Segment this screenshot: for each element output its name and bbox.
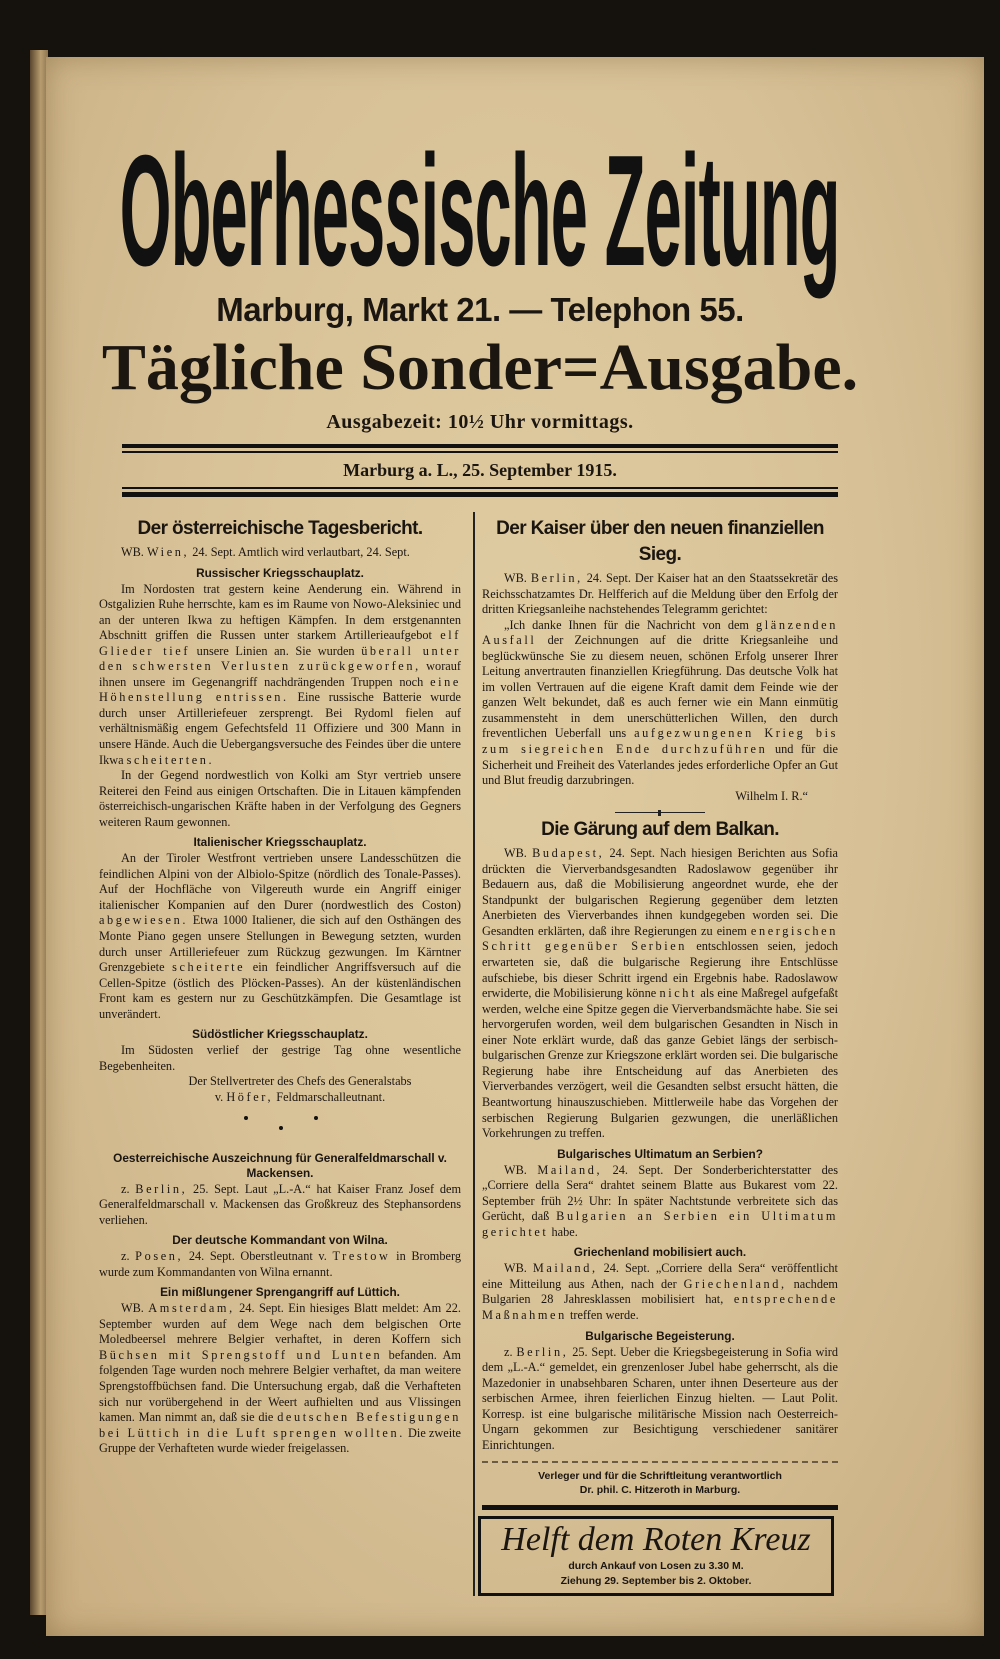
article-headline: Der Kaiser über den neuen finanziellen Sieg. [496, 518, 824, 565]
text-run: in Bromberg wurde zum Kommandanten von Wilna ernannt. [99, 1249, 461, 1279]
newspaper-title [80, 123, 880, 299]
spaced-emphasis: Griechenland, [683, 1276, 787, 1291]
article-paragraph [99, 545, 461, 561]
article-subheading: Russischer Kriegsschauplatz. [196, 565, 364, 580]
advert-line: Ziehung 29. September bis 2. Oktober. [560, 1575, 752, 1588]
article-subheading: Griechenland mobilisiert auch. [573, 1245, 747, 1260]
text-run: An der Tiroler Westfront vertrieben unsere Landesschützen die feindlichen Alpini von der Albiolo-Spitze (nördlich des Tonale-Passes). Auf der Hochfläche von Vilgereuth wurde ein Angriff einiger italienischer Kompanien auf den Durer (nordwestlich des Coston) [99, 851, 461, 912]
article-subheading: Bulgarisches Ultimatum an Serbien? [557, 1146, 763, 1161]
text-run: nachdem Bulgarien 28 Jahresklassen mobilisiert hat, [482, 1276, 838, 1307]
text-run: 24. Sept. „Corriere della Sera“ veröffentlicht eine Mitteilung aus Athen, nach der [482, 1261, 838, 1291]
text-run: Im Nordosten trat gestern keine Aenderung ein. Während in Ostgalizien Ruhe herrschte, kam es im Raume von Nowo-Aleksiniec und an der unteren Ikwa zu heftigen Kämpfen. In dem erstgenannten Abschnitt griffen die Russen unter starkem Artillerieaufgebot [99, 581, 461, 643]
text-run: 25. Sept. Laut „L.-A.“ hat Kaiser Franz Josef dem Generalfeldmarschall v. Mackensen das Großkreuz des Stephansordens verliehen. [99, 1181, 462, 1227]
text-run: „Ich danke Ihnen für die Nachricht von dem [504, 617, 756, 632]
text-run: 25. Sept. Ueber die Kriegsbegeisterung in Sofia wird dem „L.-A.“ gemeldet, ein grenzenloser Jubel habe geherrscht, als die Mazedonier in unabsehbaren Scharen, unter ihnen Deserteure aus der serbischen Armee, ihren feierlichen Einzug hielten. — Laut Polit. Korresp. ist eine bulgarische militärische Mission nach Oesterreich-Ungarn gekommen zur Besichtigung verschiedener sanitärer Einrichtungen. [482, 1344, 838, 1452]
spaced-emphasis: aufgezwungenen Krieg bis zum siegreichen Ende durchzuführen [482, 726, 838, 757]
signature-line [99, 1074, 461, 1090]
text-run: und für die Sicherheit und Freiheit des Vaterlandes jedes erforderliche Opfer an Gut und Blut freudig darzubringen. [482, 742, 838, 788]
text-run: entschlossen seien, jedoch erwarteten sie, daß die bulgarische Regierung ihre Entschlüsse aufschiebe, bis dieser Schritt irgend ein Ergebnis habe. Radoslawow erwiderte, die Mobilisierung könne [482, 939, 838, 1001]
right-column [482, 512, 838, 1596]
section-divider [615, 812, 705, 813]
text-run: 24. Sept. Der Kaiser hat an den Staatssekretär des Reichsschatzamtes Dr. Helfferich auf die Meldung über den Erfolg der dritten Kriegsanleihe nachstehendes Telegramm gerichtet: [482, 571, 838, 617]
text-run: 24. Sept. Der Sonderberichterstatter des „Corriere della Sera“ drahtet seinem Blatte aus Bukarest vom 22. September früh 2½ Uhr: In später Nachtstunde verbreitete sich das Gerücht, daß [482, 1162, 838, 1224]
article-paragraph [482, 618, 838, 789]
article-subheading: Oesterreichische Auszeichnung für Generalfeldmarschall v. Mackensen. [113, 1150, 447, 1180]
article-paragraph [99, 768, 461, 830]
text-run: 24. Sept. Nach hiesigen Berichten aus Sofia drückten die Vierverbandsgesandten Radoslawow gegenüber ihr Bedauern aus, daß die Mobilisierung angeordnet wurde, ehe der Standpunkt der bulgarischen Regierung gegenüber dem letzten Anerbieten des Vierverbandes ihnen kundgegeben worden sei. Die Gesandten erklärten, daß ihre Regierungen zu einem [482, 846, 838, 938]
publisher-imprint [482, 1461, 838, 1497]
masthead-title: Oberhessische Zeitung [120, 123, 841, 299]
divider-rule [122, 492, 838, 497]
masthead-address: Marburg, Markt 21. — Telephon 55. [216, 291, 744, 328]
article-paragraph [99, 851, 461, 1022]
article-headline: Die Gärung auf dem Balkan. [541, 819, 779, 841]
divider-rule [122, 487, 838, 489]
text-run: Wilhelm I. R.“ [735, 788, 808, 803]
column-divider [473, 512, 475, 1596]
spaced-emphasis: Berlin, [135, 1181, 188, 1196]
article-paragraph [99, 1182, 461, 1229]
text-run: als eine Maßregel aufgefaßt werden, welche eine Spitze gegen die Vierverbandsmächte habe. Sie sei hervorgerufen worden, weil dem bulgarischen Gesandten in Nisch in einer Note erklärt wurde, daß das ganze Gebiet längs der serbisch-bulgarischen Grenze zur Kriegszone erklärt worden sei. Die bulgarische Regierung habe ihre Entscheidung auf das Anerbieten des Vierverbandes verzögert, weil die Gesandten selbst ersucht hätten, die Beantwortung hinauszuschieben. Mittlerweile habe das Vorgehen der serbischen Regierung Bulgarien gezwungen, die unerläßlichen Vorkehrungen zu treffen. [482, 986, 838, 1141]
text-run: unsere Linien an. Sie wurden [190, 643, 362, 658]
spaced-emphasis: Bulgarien an Serbien ein Ultimatum gerichtet [482, 1209, 838, 1239]
text-run: Im Südosten verlief der gestrige Tag ohne wesentliche Begebenheiten. [99, 1043, 461, 1073]
spaced-emphasis: scheiterten. [126, 752, 215, 767]
spaced-emphasis: glänzenden Ausfall [482, 617, 838, 648]
article-paragraph [99, 1043, 461, 1074]
text-run: WB. [121, 1301, 149, 1316]
text-run: WB. [504, 846, 533, 861]
text-run: WB. [504, 1261, 533, 1276]
article-subheading: Bulgarische Begeisterung. [585, 1328, 735, 1343]
text-run: 24. Sept. Amtlich wird verlautbart, 24. Sept. [189, 545, 410, 559]
spaced-emphasis: Berlin, [516, 1344, 569, 1359]
divider-rule [122, 444, 838, 448]
article-paragraph [482, 846, 838, 1141]
text-run: ein feindlicher Angriffsversuch auf die Cellen-Spitze (östlich des Plöcken-Passes). An der küstenländischen Front kam es gestern nur zu Geschützkämpfen. Die Gesamtlage ist unverändert. [99, 960, 461, 1021]
signature-line [99, 1090, 461, 1106]
ornament-dots [99, 1106, 461, 1146]
spaced-emphasis: elf Glieder tief [99, 628, 461, 658]
text-run: z. [121, 1249, 136, 1264]
text-run: In der Gegend nordwestlich von Kolki am Styr vertrieb unsere Reiterei den Feind aus einigen Ortschaften. Die in Litauen kämpfenden österreichisch-ungarischen Kräfte haben in der Verfolgung des Gegners weiteren Raum gewonnen. [99, 768, 461, 829]
text-run: WB. [504, 1162, 538, 1177]
spaced-emphasis: Posen, [135, 1249, 184, 1264]
article-paragraph [99, 1301, 461, 1456]
article-subheading: Südöstlicher Kriegsschauplatz. [192, 1027, 368, 1042]
article-headline: Der österreichische Tagesbericht. [137, 518, 423, 539]
text-run: 24. Sept. Ein hiesiges Blatt meldet: Am 22. September wurden auf dem Wege nach dem belgischen Orte Moledbeersel mehrere Belgier verhaftet, in deren Koffern sich [99, 1301, 461, 1347]
text-run: habe. [548, 1224, 578, 1239]
spaced-emphasis: überall unter den schwersten Verlusten zurückgeworfen, [99, 643, 461, 674]
imprint-line: Dr. phil. C. Hitzeroth in Marburg. [579, 1484, 741, 1497]
imprint-line: Verleger und für die Schriftleitung verantwortlich [538, 1470, 782, 1483]
issue-time: Ausgabezeit: 10½ Uhr vormittags. [326, 411, 634, 433]
spaced-emphasis: abgewiesen. [99, 913, 189, 928]
spaced-emphasis: Budapest, [532, 846, 605, 861]
spaced-emphasis: Wien, [146, 545, 190, 559]
spaced-emphasis: Mailand, [532, 1261, 598, 1276]
article-paragraph [99, 582, 461, 769]
article-paragraph [482, 1345, 838, 1454]
spaced-emphasis: Trestow [332, 1249, 391, 1264]
article-subheading: Ein mißlungener Sprengangriff auf Lüttich. [160, 1285, 400, 1300]
article-paragraph [482, 571, 838, 618]
article-subheading: Der deutsche Kommandant von Wilna. [172, 1233, 388, 1248]
edition-title: Tägliche Sonder=Ausgabe. [101, 331, 859, 404]
text-run: Etwa 1000 Italiener, die sich auf den Osthängen des Monte Piano gegen unsere Stellungen in Bewegung setzten, wurden durch unser Artilleriefeuer zum Rückzug gezwungen. Im Kärntner Grenzgebiete [99, 913, 461, 975]
left-column [99, 512, 461, 1457]
spaced-emphasis: Büchsen mit Sprengstoff und Lunten [99, 1347, 383, 1362]
spaced-emphasis: energischen Schritt gegenüber Serbien [482, 923, 838, 954]
text-run: WB. [504, 571, 531, 585]
spaced-emphasis: eine Höhenstellung entrissen. [99, 674, 461, 705]
red-cross-advert [478, 1516, 834, 1596]
spaced-emphasis: Mailand, [537, 1162, 603, 1177]
advert-title: Helft dem Roten Kreuz [501, 1521, 811, 1559]
text-run: v. [214, 1089, 227, 1104]
issue-dateline: Marburg a. L., 25. September 1915. [343, 460, 617, 480]
spaced-emphasis: Höfer, [226, 1089, 274, 1104]
spaced-emphasis: deutschen Befestigungen bei Lüttich in die Luft sprengen wollten. [99, 1410, 461, 1440]
article-paragraph [482, 1163, 838, 1241]
spaced-emphasis: Berlin, [530, 571, 583, 585]
text-run: Der Stellvertreter des Chefs des Generalstabs [188, 1074, 412, 1089]
right-column-articles [482, 516, 838, 1453]
text-run: Die zweite Gruppe der Verhafteten wurde wieder freigelassen. [99, 1425, 461, 1456]
spaced-emphasis: Amsterdam, [148, 1301, 235, 1316]
text-run: Eine russische Batterie wurde durch unser Artilleriefeuer zersprengt. Bei Rydoml fielen auf verhältnismäßig engem Gefechtsfeld 11 Offiziere und 300 Mann in unsere Hände. Auch die Uebergangsversuche des Feindes über die untere Ikwa [99, 690, 462, 767]
text-run: Feldmarschalleutnant. [273, 1089, 386, 1104]
text-run: treffen werde. [566, 1307, 639, 1322]
text-run: befanden. Am folgenden Tage wurden noch mehrere Belgier verhaftet, da man weitere Sprengstoffbüchsen fand. Die Untersuchung ergab, daß die Verhafteten sich nur vorübergehend in der Weert aufhielten und aus Vlissingen kamen. Man nimmt an, daß sie die [99, 1347, 461, 1425]
text-run: z. [504, 1344, 517, 1359]
article-paragraph [99, 1249, 461, 1280]
divider-rule [482, 1505, 838, 1510]
text-run: z. [121, 1181, 136, 1196]
text-run: 24. Sept. Oberstleutnant v. [183, 1249, 333, 1264]
article-subheading: Italienischer Kriegsschauplatz. [193, 835, 367, 850]
signature-line [482, 789, 838, 805]
divider-rule [122, 451, 838, 453]
text-run: worauf ihnen unsere im Gegenangriff nachdrängenden Truppen noch [99, 659, 462, 689]
spaced-emphasis: entsprechende Maßnahmen [482, 1292, 838, 1322]
spaced-emphasis: scheiterte [172, 960, 246, 975]
article-paragraph [482, 1261, 838, 1323]
spaced-emphasis: nicht [659, 986, 698, 1001]
text-run: der Zeichnungen auf die dritte Kriegsanleihe und beglückwünsche Sie zu diesem neuen, schönen Erfolg unserer Ihrer Leitung anvertrauten finanziellen Kriegführung. Das deutsche Volk hat im vollen Vertrauen auf die eigene Kraft damit dem Feinde wie der ganzen Welt bekundet, daß es auch ferner wie ein Mann einmütig zusammensteht in dem unerschütterlichen Willen, den durch freventlichen Ueberfall uns [482, 633, 838, 741]
text-run: WB. [121, 545, 147, 559]
advert-line: durch Ankauf von Losen zu 3.30 M. [568, 1560, 744, 1573]
